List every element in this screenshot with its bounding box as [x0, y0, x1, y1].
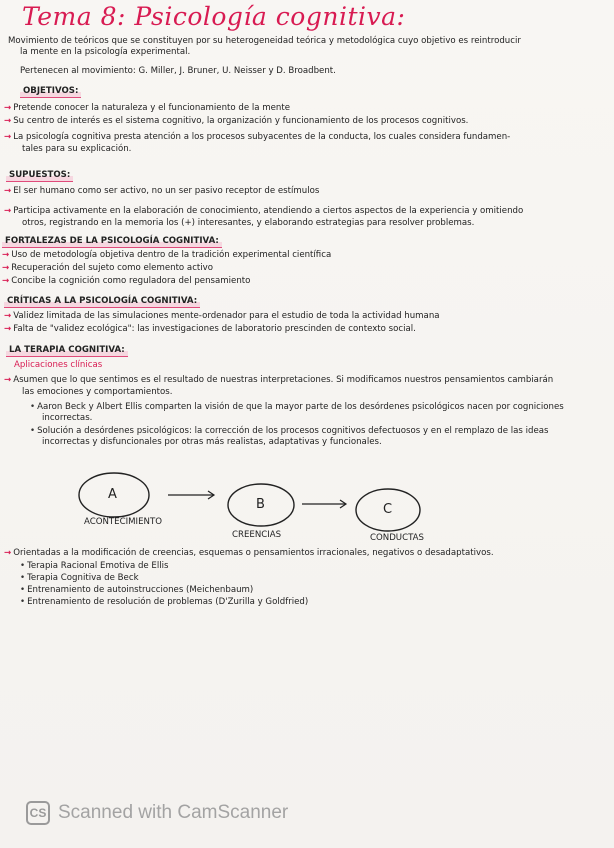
- intro-members: Pertenecen al movimiento: G. Miller, J. Bruner, U. Neisser y D. Broadbent.: [20, 66, 336, 76]
- arrow-icon: →: [4, 186, 12, 196]
- node-b-letter: B: [256, 497, 265, 512]
- bullet-icon: •: [20, 597, 26, 607]
- objetivos-item: → Pretende conocer la naturaleza y el funcionamiento de la mente: [4, 103, 291, 113]
- node-a-label: ACONTECIMIENTO: [84, 517, 162, 527]
- objetivos-heading: OBJETIVOS:: [20, 86, 81, 98]
- page-title: Tema 8: Psicología cognitiva:: [22, 2, 406, 31]
- arrow-icon: →: [4, 116, 12, 126]
- arrow-icon: →: [4, 103, 12, 113]
- terapia-bullet: • Aaron Beck y Albert Ellis comparten la visión de que la mayor parte de los desórdenes psicológicos nacen por cogniciones: [30, 402, 564, 412]
- supuestos-item-cont: otros, registrando en la memoria los (+) interesantes, y elaborando estrategias para resolver problemas.: [22, 218, 475, 228]
- terapia-bullet: • Solución a desórdenes psicológicos: la corrección de los procesos cognitivos defectuosos y en el remplazo de las ideas: [30, 426, 549, 436]
- orientadas-item: → Orientadas a la modificación de creencias, esquemas o pensamientos irracionales, negativos o desadaptativos.: [4, 548, 494, 558]
- intro-line: la mente en la psicología experimental.: [20, 47, 191, 57]
- terapia-bullet-cont: incorrectas.: [42, 413, 93, 423]
- arrow-icon: →: [4, 206, 12, 216]
- orientadas-bullet: • Terapia Racional Emotiva de Ellis: [20, 561, 169, 571]
- arrow-icon: →: [2, 250, 10, 260]
- criticas-item: → Falta de "validez ecológica": las investigaciones de laboratorio prescinden de contexto social.: [4, 324, 416, 334]
- arrow-icon: →: [4, 132, 12, 142]
- bullet-icon: •: [20, 561, 26, 571]
- fortalezas-item: → Concibe la cognición como reguladora del pensamiento: [2, 276, 251, 286]
- criticas-heading: CRÍTICAS A LA PSICOLOGÍA COGNITIVA:: [4, 296, 200, 308]
- fortalezas-item: → Recuperación del sujeto como elemento activo: [2, 263, 214, 273]
- criticas-item: → Validez limitada de las simulaciones mente-ordenador para el estudio de toda la actividad humana: [4, 311, 440, 321]
- camscanner-logo-icon: CS: [26, 801, 50, 825]
- orientadas-bullet: • Entrenamiento de resolución de problemas (D'Zurilla y Goldfried): [20, 597, 309, 607]
- terapia-subheading: Aplicaciones clínicas: [14, 360, 103, 370]
- supuestos-heading: SUPUESTOS:: [6, 170, 73, 182]
- fortalezas-heading: FORTALEZAS DE LA PSICOLOGÍA COGNITIVA:: [2, 236, 222, 248]
- node-a-letter: A: [108, 487, 117, 502]
- supuestos-item: → El ser humano como ser activo, no un ser pasivo receptor de estímulos: [4, 186, 320, 196]
- node-c-letter: C: [383, 502, 393, 517]
- node-b-label: CREENCIAS: [232, 530, 282, 540]
- arrow-icon: →: [4, 375, 12, 385]
- arrow-icon: →: [4, 324, 12, 334]
- arrow-icon: →: [2, 276, 10, 286]
- terapia-item-cont: las emociones y comportamientos.: [22, 387, 173, 397]
- terapia-heading: LA TERAPIA COGNITIVA:: [6, 345, 128, 357]
- orientadas-bullet: • Terapia Cognitiva de Beck: [20, 573, 139, 583]
- objetivos-item: → La psicología cognitiva presta atención a los procesos subyacentes de la conducta, los cuales considera fundamen-: [4, 132, 511, 142]
- fortalezas-item: → Uso de metodología objetiva dentro de la tradición experimental científica: [2, 250, 332, 260]
- node-c-label: CONDUCTAS: [370, 533, 425, 543]
- bullet-icon: •: [20, 585, 26, 595]
- camscanner-text: Scanned with CamScanner: [58, 802, 289, 823]
- objetivos-item-cont: tales para su explicación.: [22, 144, 132, 154]
- camscanner-watermark: [26, 800, 288, 826]
- arrow-icon: →: [4, 548, 12, 558]
- arrow-icon: →: [2, 263, 10, 273]
- bullet-icon: •: [30, 402, 36, 412]
- abc-diagram-svg: [0, 470, 614, 550]
- objetivos-item: → Su centro de interés es el sistema cognitivo, la organización y funcionamiento de los procesos cognitivos.: [4, 116, 469, 126]
- terapia-bullet-cont: incorrectas y disfuncionales por otras más realistas, adaptativas y funcionales.: [42, 437, 382, 447]
- arrow-icon: →: [4, 311, 12, 321]
- bullet-icon: •: [30, 426, 36, 436]
- intro-line: Movimiento de teóricos que se constituyen por su heterogeneidad teórica y metodológica cuyo objetivo es reintroducir: [8, 36, 521, 46]
- terapia-item: → Asumen que lo que sentimos es el resultado de nuestras interpretaciones. Si modificamos nuestros pensamientos cambiarán: [4, 375, 554, 385]
- arrow-ab-icon: [168, 491, 214, 499]
- bullet-icon: •: [20, 573, 26, 583]
- orientadas-bullet: • Entrenamiento de autoinstrucciones (Meichenbaum): [20, 585, 254, 595]
- supuestos-item: → Participa activamente en la elaboración de conocimiento, atendiendo a ciertos aspectos de la experiencia y omitiendo: [4, 206, 524, 216]
- arrow-bc-icon: [302, 500, 346, 508]
- abc-diagram: [0, 470, 614, 550]
